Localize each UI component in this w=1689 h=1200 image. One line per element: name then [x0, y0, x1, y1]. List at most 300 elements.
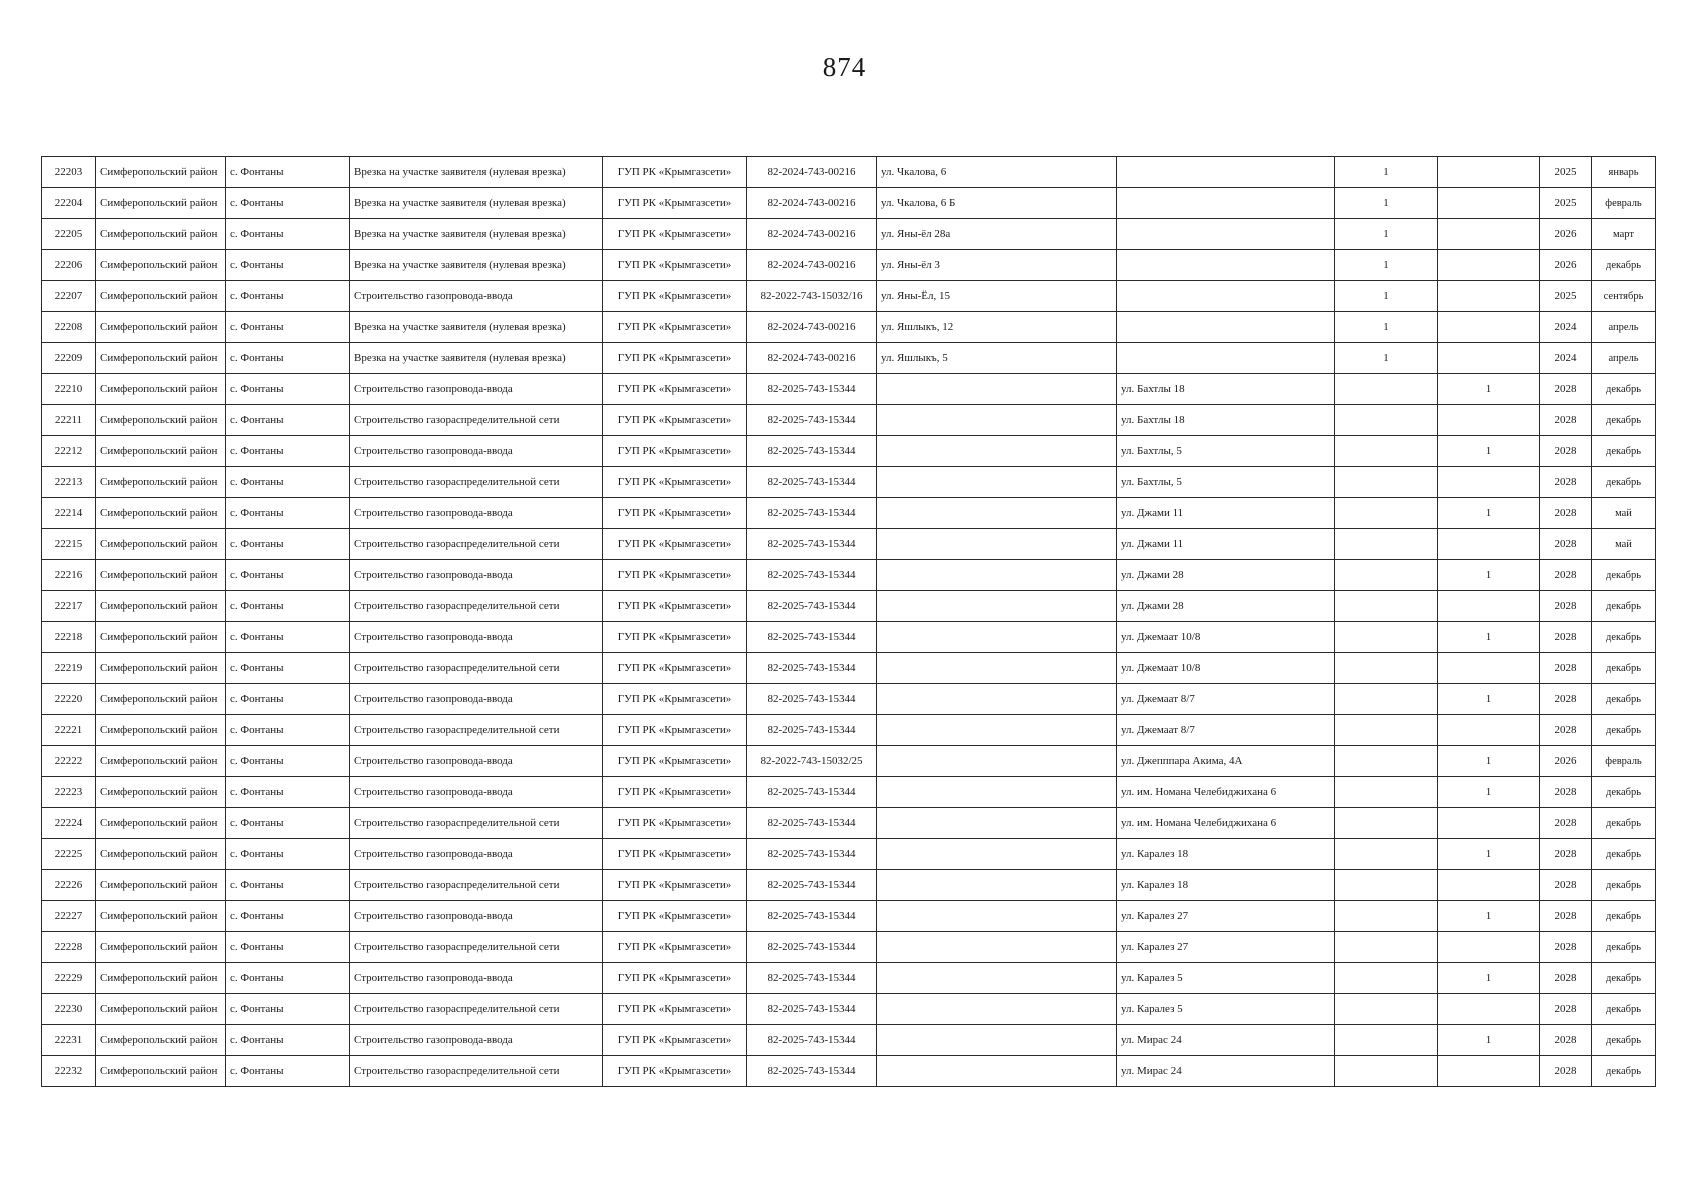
cell-contract: 82-2025-743-15344	[747, 1056, 877, 1087]
cell-no: 22205	[42, 219, 96, 250]
table-row	[42, 498, 1656, 529]
cell-contract: 82-2025-743-15344	[747, 591, 877, 622]
cell-locality: с. Фонтаны	[226, 467, 350, 498]
cell-contract: 82-2024-743-00216	[747, 312, 877, 343]
cell-addr1	[877, 374, 1117, 405]
cell-contract: 82-2025-743-15344	[747, 808, 877, 839]
table-row	[42, 343, 1656, 374]
cell-month: декабрь	[1592, 436, 1656, 467]
cell-cnt1	[1335, 777, 1438, 808]
cell-work: Врезка на участке заявителя (нулевая врезка)	[350, 157, 603, 188]
cell-org: ГУП РК «Крымгазсети»	[603, 932, 747, 963]
cell-no: 22226	[42, 870, 96, 901]
cell-cnt1	[1335, 436, 1438, 467]
cell-addr2: ул. Джами 28	[1117, 560, 1335, 591]
bottom-scan-marks	[0, 1130, 1689, 1140]
cell-org: ГУП РК «Крымгазсети»	[603, 901, 747, 932]
cell-cnt1	[1335, 1025, 1438, 1056]
cell-addr1: ул. Чкалова, 6 Б	[877, 188, 1117, 219]
cell-month: декабрь	[1592, 374, 1656, 405]
cell-addr2: ул. Мирас 24	[1117, 1025, 1335, 1056]
cell-addr1	[877, 560, 1117, 591]
cell-work: Строительство газопровода-ввода	[350, 901, 603, 932]
table-row	[42, 870, 1656, 901]
cell-district: Симферопольский район	[96, 622, 226, 653]
cell-work: Строительство газораспределительной сети	[350, 715, 603, 746]
cell-no: 22213	[42, 467, 96, 498]
cell-addr2: ул. Джемаат 8/7	[1117, 715, 1335, 746]
cell-month: декабрь	[1592, 560, 1656, 591]
cell-month: март	[1592, 219, 1656, 250]
table-row	[42, 436, 1656, 467]
cell-work: Строительство газопровода-ввода	[350, 622, 603, 653]
cell-cnt2	[1438, 932, 1540, 963]
table-row	[42, 808, 1656, 839]
cell-cnt1	[1335, 808, 1438, 839]
cell-no: 22212	[42, 436, 96, 467]
cell-year: 2028	[1540, 963, 1592, 994]
cell-month: декабрь	[1592, 901, 1656, 932]
cell-locality: с. Фонтаны	[226, 374, 350, 405]
cell-work: Строительство газораспределительной сети	[350, 467, 603, 498]
table-row	[42, 777, 1656, 808]
cell-district: Симферопольский район	[96, 808, 226, 839]
cell-org: ГУП РК «Крымгазсети»	[603, 994, 747, 1025]
cell-locality: с. Фонтаны	[226, 312, 350, 343]
cell-org: ГУП РК «Крымгазсети»	[603, 808, 747, 839]
cell-cnt1	[1335, 498, 1438, 529]
table-row	[42, 932, 1656, 963]
cell-cnt2	[1438, 591, 1540, 622]
cell-addr1: ул. Яшлыкъ, 12	[877, 312, 1117, 343]
cell-no: 22224	[42, 808, 96, 839]
cell-no: 22218	[42, 622, 96, 653]
cell-addr1: ул. Яшлыкъ, 5	[877, 343, 1117, 374]
cell-addr2: ул. Каралез 18	[1117, 839, 1335, 870]
cell-addr2: ул. Каралез 27	[1117, 932, 1335, 963]
cell-org: ГУП РК «Крымгазсети»	[603, 591, 747, 622]
table-row	[42, 1025, 1656, 1056]
cell-addr1	[877, 746, 1117, 777]
cell-no: 22206	[42, 250, 96, 281]
cell-cnt1	[1335, 1056, 1438, 1087]
cell-addr2	[1117, 250, 1335, 281]
cell-cnt1	[1335, 653, 1438, 684]
cell-contract: 82-2025-743-15344	[747, 963, 877, 994]
cell-month: май	[1592, 498, 1656, 529]
cell-work: Строительство газораспределительной сети	[350, 808, 603, 839]
cell-work: Строительство газопровода-ввода	[350, 777, 603, 808]
cell-cnt2	[1438, 994, 1540, 1025]
cell-addr1	[877, 653, 1117, 684]
cell-month: декабрь	[1592, 777, 1656, 808]
cell-month: декабрь	[1592, 808, 1656, 839]
cell-district: Симферопольский район	[96, 343, 226, 374]
cell-contract: 82-2024-743-00216	[747, 219, 877, 250]
cell-addr1: ул. Яны-Ёл, 15	[877, 281, 1117, 312]
cell-cnt1	[1335, 994, 1438, 1025]
cell-no: 22232	[42, 1056, 96, 1087]
cell-no: 22223	[42, 777, 96, 808]
cell-district: Симферопольский район	[96, 994, 226, 1025]
cell-year: 2028	[1540, 808, 1592, 839]
cell-year: 2028	[1540, 405, 1592, 436]
cell-work: Строительство газораспределительной сети	[350, 1056, 603, 1087]
cell-locality: с. Фонтаны	[226, 870, 350, 901]
cell-cnt1	[1335, 715, 1438, 746]
cell-year: 2025	[1540, 157, 1592, 188]
cell-month: декабрь	[1592, 622, 1656, 653]
cell-cnt1	[1335, 684, 1438, 715]
cell-district: Симферопольский район	[96, 653, 226, 684]
cell-org: ГУП РК «Крымгазсети»	[603, 467, 747, 498]
cell-no: 22215	[42, 529, 96, 560]
cell-district: Симферопольский район	[96, 777, 226, 808]
cell-cnt2	[1438, 870, 1540, 901]
cell-locality: с. Фонтаны	[226, 498, 350, 529]
table-row	[42, 157, 1656, 188]
cell-locality: с. Фонтаны	[226, 560, 350, 591]
cell-month: декабрь	[1592, 932, 1656, 963]
cell-no: 22222	[42, 746, 96, 777]
cell-district: Симферопольский район	[96, 188, 226, 219]
cell-cnt2	[1438, 188, 1540, 219]
cell-work: Врезка на участке заявителя (нулевая врезка)	[350, 250, 603, 281]
cell-addr2: ул. Бахтлы, 5	[1117, 436, 1335, 467]
cell-addr2: ул. Джемаат 8/7	[1117, 684, 1335, 715]
cell-org: ГУП РК «Крымгазсети»	[603, 498, 747, 529]
cell-district: Симферопольский район	[96, 529, 226, 560]
cell-addr2: ул. Джепппара Акима, 4А	[1117, 746, 1335, 777]
cell-org: ГУП РК «Крымгазсети»	[603, 653, 747, 684]
cell-locality: с. Фонтаны	[226, 188, 350, 219]
cell-year: 2028	[1540, 1056, 1592, 1087]
cell-locality: с. Фонтаны	[226, 777, 350, 808]
cell-org: ГУП РК «Крымгазсети»	[603, 250, 747, 281]
cell-month: февраль	[1592, 188, 1656, 219]
cell-year: 2026	[1540, 250, 1592, 281]
cell-addr1	[877, 591, 1117, 622]
cell-cnt1	[1335, 591, 1438, 622]
cell-no: 22204	[42, 188, 96, 219]
cell-contract: 82-2024-743-00216	[747, 250, 877, 281]
cell-cnt2	[1438, 250, 1540, 281]
cell-addr2: ул. им. Номана Челебиджихана 6	[1117, 777, 1335, 808]
cell-addr2	[1117, 188, 1335, 219]
table-row	[42, 901, 1656, 932]
cell-addr2	[1117, 157, 1335, 188]
cell-district: Симферопольский район	[96, 405, 226, 436]
table-row	[42, 281, 1656, 312]
table-row	[42, 405, 1656, 436]
cell-addr1	[877, 684, 1117, 715]
cell-work: Строительство газопровода-ввода	[350, 560, 603, 591]
cell-district: Симферопольский район	[96, 157, 226, 188]
cell-locality: с. Фонтаны	[226, 1056, 350, 1087]
cell-contract: 82-2024-743-00216	[747, 188, 877, 219]
cell-year: 2028	[1540, 1025, 1592, 1056]
cell-district: Симферопольский район	[96, 374, 226, 405]
cell-addr1	[877, 994, 1117, 1025]
cell-contract: 82-2025-743-15344	[747, 839, 877, 870]
cell-addr1	[877, 498, 1117, 529]
table-row	[42, 560, 1656, 591]
cell-no: 22219	[42, 653, 96, 684]
cell-district: Симферопольский район	[96, 839, 226, 870]
cell-cnt1	[1335, 467, 1438, 498]
cell-addr2: ул. Джемаат 10/8	[1117, 622, 1335, 653]
cell-contract: 82-2025-743-15344	[747, 560, 877, 591]
cell-year: 2026	[1540, 746, 1592, 777]
cell-addr1	[877, 932, 1117, 963]
cell-cnt2: 1	[1438, 560, 1540, 591]
cell-org: ГУП РК «Крымгазсети»	[603, 405, 747, 436]
cell-cnt1	[1335, 870, 1438, 901]
cell-contract: 82-2025-743-15344	[747, 436, 877, 467]
cell-district: Симферопольский район	[96, 250, 226, 281]
cell-work: Строительство газораспределительной сети	[350, 994, 603, 1025]
cell-contract: 82-2025-743-15344	[747, 715, 877, 746]
cell-year: 2028	[1540, 436, 1592, 467]
cell-cnt1: 1	[1335, 219, 1438, 250]
cell-month: апрель	[1592, 312, 1656, 343]
cell-year: 2028	[1540, 777, 1592, 808]
cell-district: Симферопольский район	[96, 746, 226, 777]
cell-year: 2028	[1540, 622, 1592, 653]
cell-work: Строительство газопровода-ввода	[350, 1025, 603, 1056]
cell-addr1	[877, 436, 1117, 467]
cell-cnt1	[1335, 374, 1438, 405]
cell-addr1	[877, 901, 1117, 932]
cell-org: ГУП РК «Крымгазсети»	[603, 839, 747, 870]
cell-contract: 82-2025-743-15344	[747, 684, 877, 715]
cell-no: 22211	[42, 405, 96, 436]
cell-contract: 82-2025-743-15344	[747, 405, 877, 436]
cell-cnt1: 1	[1335, 157, 1438, 188]
cell-locality: с. Фонтаны	[226, 963, 350, 994]
cell-cnt2: 1	[1438, 498, 1540, 529]
cell-contract: 82-2025-743-15344	[747, 529, 877, 560]
cell-cnt2	[1438, 653, 1540, 684]
cell-month: февраль	[1592, 746, 1656, 777]
cell-year: 2025	[1540, 188, 1592, 219]
cell-year: 2028	[1540, 653, 1592, 684]
cell-org: ГУП РК «Крымгазсети»	[603, 777, 747, 808]
cell-month: декабрь	[1592, 994, 1656, 1025]
cell-year: 2028	[1540, 932, 1592, 963]
cell-no: 22209	[42, 343, 96, 374]
cell-year: 2028	[1540, 901, 1592, 932]
cell-year: 2024	[1540, 312, 1592, 343]
cell-cnt1: 1	[1335, 343, 1438, 374]
cell-locality: с. Фонтаны	[226, 715, 350, 746]
cell-cnt1	[1335, 405, 1438, 436]
cell-addr1	[877, 1056, 1117, 1087]
cell-district: Симферопольский район	[96, 1056, 226, 1087]
cell-contract: 82-2025-743-15344	[747, 994, 877, 1025]
cell-no: 22229	[42, 963, 96, 994]
table-body	[42, 157, 1656, 1087]
cell-district: Симферопольский район	[96, 436, 226, 467]
cell-cnt2: 1	[1438, 901, 1540, 932]
cell-cnt2: 1	[1438, 622, 1540, 653]
cell-year: 2028	[1540, 560, 1592, 591]
cell-cnt2: 1	[1438, 436, 1540, 467]
cell-work: Врезка на участке заявителя (нулевая врезка)	[350, 343, 603, 374]
cell-org: ГУП РК «Крымгазсети»	[603, 715, 747, 746]
table-row	[42, 1056, 1656, 1087]
cell-work: Строительство газопровода-ввода	[350, 839, 603, 870]
cell-org: ГУП РК «Крымгазсети»	[603, 1056, 747, 1087]
cell-cnt2	[1438, 219, 1540, 250]
cell-cnt2	[1438, 808, 1540, 839]
cell-no: 22214	[42, 498, 96, 529]
cell-contract: 82-2025-743-15344	[747, 653, 877, 684]
cell-cnt1: 1	[1335, 250, 1438, 281]
cell-addr1	[877, 1025, 1117, 1056]
cell-addr1	[877, 715, 1117, 746]
cell-locality: с. Фонтаны	[226, 684, 350, 715]
cell-contract: 82-2025-743-15344	[747, 901, 877, 932]
cell-addr1	[877, 405, 1117, 436]
cell-addr2: ул. Джами 11	[1117, 498, 1335, 529]
cell-addr1	[877, 777, 1117, 808]
cell-locality: с. Фонтаны	[226, 746, 350, 777]
cell-cnt2	[1438, 1056, 1540, 1087]
cell-org: ГУП РК «Крымгазсети»	[603, 622, 747, 653]
cell-addr2	[1117, 312, 1335, 343]
cell-cnt2	[1438, 715, 1540, 746]
cell-locality: с. Фонтаны	[226, 436, 350, 467]
cell-no: 22230	[42, 994, 96, 1025]
cell-addr1	[877, 808, 1117, 839]
cell-locality: с. Фонтаны	[226, 529, 350, 560]
cell-contract: 82-2025-743-15344	[747, 777, 877, 808]
cell-locality: с. Фонтаны	[226, 932, 350, 963]
cell-work: Врезка на участке заявителя (нулевая врезка)	[350, 188, 603, 219]
cell-cnt1	[1335, 963, 1438, 994]
cell-year: 2028	[1540, 684, 1592, 715]
cell-org: ГУП РК «Крымгазсети»	[603, 281, 747, 312]
page-number: 874	[822, 52, 867, 82]
table-row	[42, 963, 1656, 994]
cell-locality: с. Фонтаны	[226, 250, 350, 281]
table-row	[42, 715, 1656, 746]
cell-work: Врезка на участке заявителя (нулевая врезка)	[350, 312, 603, 343]
cell-cnt2	[1438, 312, 1540, 343]
cell-contract: 82-2024-743-00216	[747, 343, 877, 374]
table-row	[42, 374, 1656, 405]
cell-cnt2	[1438, 467, 1540, 498]
cell-no: 22208	[42, 312, 96, 343]
cell-contract: 82-2025-743-15344	[747, 622, 877, 653]
cell-district: Симферопольский район	[96, 560, 226, 591]
table-row	[42, 839, 1656, 870]
cell-addr1: ул. Чкалова, 6	[877, 157, 1117, 188]
cell-cnt2: 1	[1438, 963, 1540, 994]
cell-addr1: ул. Яны-ёл 28а	[877, 219, 1117, 250]
cell-work: Строительство газопровода-ввода	[350, 498, 603, 529]
cell-addr2: ул. Бахтлы, 5	[1117, 467, 1335, 498]
cell-locality: с. Фонтаны	[226, 343, 350, 374]
cell-addr2: ул. Бахтлы 18	[1117, 405, 1335, 436]
cell-work: Строительство газораспределительной сети	[350, 405, 603, 436]
cell-locality: с. Фонтаны	[226, 839, 350, 870]
cell-locality: с. Фонтаны	[226, 405, 350, 436]
cell-org: ГУП РК «Крымгазсети»	[603, 684, 747, 715]
cell-addr2: ул. Джемаат 10/8	[1117, 653, 1335, 684]
cell-cnt2: 1	[1438, 374, 1540, 405]
cell-no: 22210	[42, 374, 96, 405]
cell-no: 22221	[42, 715, 96, 746]
cell-cnt2	[1438, 343, 1540, 374]
cell-year: 2028	[1540, 715, 1592, 746]
cell-org: ГУП РК «Крымгазсети»	[603, 436, 747, 467]
cell-org: ГУП РК «Крымгазсети»	[603, 188, 747, 219]
cell-addr1	[877, 963, 1117, 994]
table-row	[42, 312, 1656, 343]
cell-year: 2025	[1540, 281, 1592, 312]
cell-addr2: ул. Джами 28	[1117, 591, 1335, 622]
cell-org: ГУП РК «Крымгазсети»	[603, 157, 747, 188]
cell-cnt1	[1335, 839, 1438, 870]
cell-year: 2024	[1540, 343, 1592, 374]
cell-cnt1: 1	[1335, 281, 1438, 312]
cell-month: декабрь	[1592, 250, 1656, 281]
cell-month: сентябрь	[1592, 281, 1656, 312]
cell-district: Симферопольский район	[96, 467, 226, 498]
cell-month: январь	[1592, 157, 1656, 188]
cell-addr2: ул. им. Номана Челебиджихана 6	[1117, 808, 1335, 839]
cell-locality: с. Фонтаны	[226, 622, 350, 653]
cell-district: Симферопольский район	[96, 715, 226, 746]
cell-contract: 82-2022-743-15032/16	[747, 281, 877, 312]
cell-cnt2: 1	[1438, 839, 1540, 870]
cell-addr2	[1117, 343, 1335, 374]
cell-district: Симферопольский район	[96, 498, 226, 529]
cell-cnt2	[1438, 529, 1540, 560]
cell-org: ГУП РК «Крымгазсети»	[603, 374, 747, 405]
cell-addr2: ул. Джами 11	[1117, 529, 1335, 560]
cell-year: 2028	[1540, 870, 1592, 901]
cell-no: 22227	[42, 901, 96, 932]
cell-contract: 82-2024-743-00216	[747, 157, 877, 188]
table-row	[42, 250, 1656, 281]
cell-org: ГУП РК «Крымгазсети»	[603, 1025, 747, 1056]
cell-cnt1	[1335, 746, 1438, 777]
table-row	[42, 653, 1656, 684]
cell-cnt2: 1	[1438, 684, 1540, 715]
cell-addr2: ул. Бахтлы 18	[1117, 374, 1335, 405]
cell-contract: 82-2025-743-15344	[747, 498, 877, 529]
table-row	[42, 746, 1656, 777]
cell-work: Строительство газопровода-ввода	[350, 963, 603, 994]
cell-org: ГУП РК «Крымгазсети»	[603, 963, 747, 994]
cell-work: Строительство газораспределительной сети	[350, 870, 603, 901]
cell-cnt1	[1335, 622, 1438, 653]
cell-month: декабрь	[1592, 1056, 1656, 1087]
cell-cnt2: 1	[1438, 746, 1540, 777]
cell-addr1	[877, 622, 1117, 653]
cell-contract: 82-2022-743-15032/25	[747, 746, 877, 777]
cell-contract: 82-2025-743-15344	[747, 870, 877, 901]
cell-work: Строительство газопровода-ввода	[350, 746, 603, 777]
cell-locality: с. Фонтаны	[226, 653, 350, 684]
cell-month: декабрь	[1592, 405, 1656, 436]
cell-contract: 82-2025-743-15344	[747, 467, 877, 498]
cell-addr2: ул. Каралез 5	[1117, 963, 1335, 994]
cell-addr1	[877, 467, 1117, 498]
